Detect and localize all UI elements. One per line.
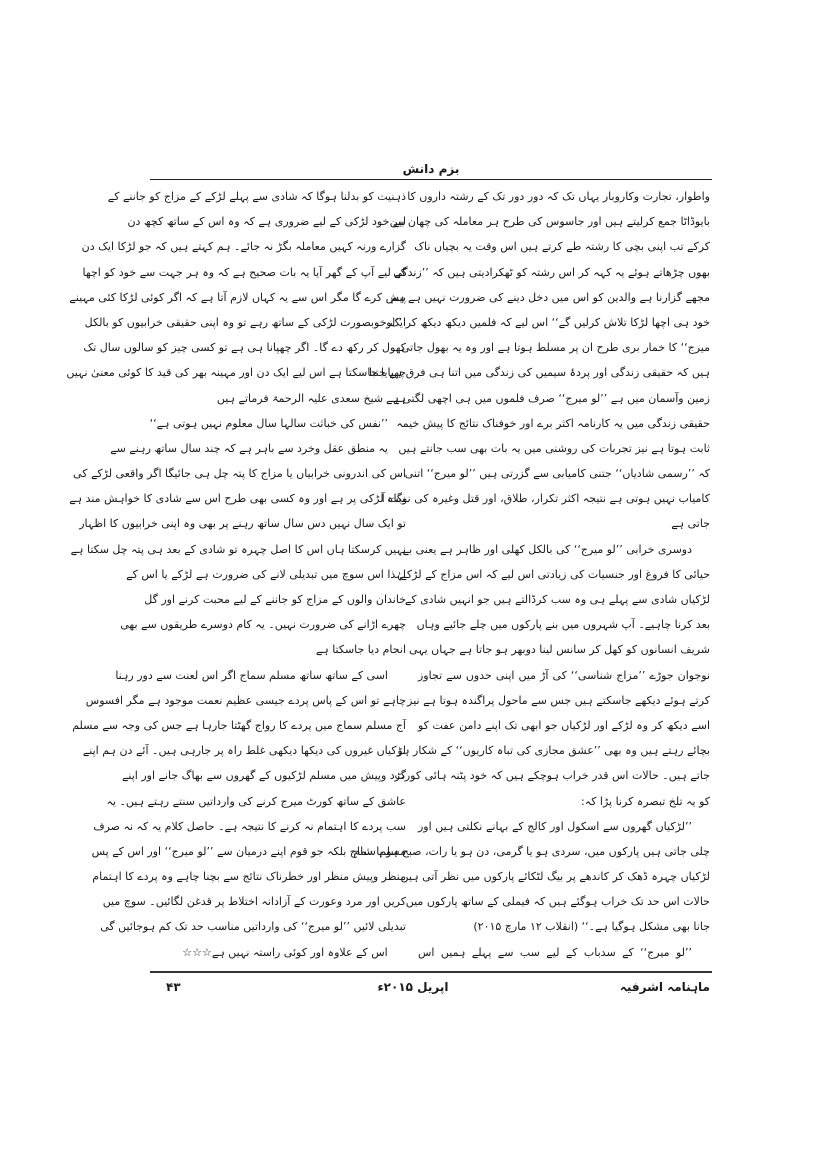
text-line: ہے۔ شیخ سعدی علیہ الرحمۃ فرماتے ہیں: [216, 391, 406, 405]
text-line: گرد وپیش میں مسلم لڑکیوں کے گھروں سے بھاگ جانے اور اپنے: [121, 769, 406, 783]
text-line: تو ایک سال نہیں دس سال ساتھ رہنے پر بھی وہ اپنی خرابیوں کا اظہار: [79, 517, 406, 531]
text-line: کو یہ تلخ تبصرہ کرنا پڑا کہ:: [581, 794, 710, 808]
text-line: اسے دیکھ کر وہ لڑکے اور لڑکیاں جو ابھی تک اپنے دامن عفت کو: [418, 718, 710, 732]
text-line: کریں اور مرد وعورت کے آزادانہ اختلاط پر قدغن لگائیں۔ سوچ میں: [102, 895, 406, 909]
text-line: بھوں چڑھاتے ہوئے یہ کہہ کر اس رشتہ کو ٹھکرادیتی ہیں کہ ’’زندگی: [393, 265, 710, 279]
text-line: مجھے گزارنا ہے والدین کو اس میں دخل دینے کی ضرورت نہیں ہے ہم: [390, 290, 710, 304]
text-line: اسی کے ساتھ ساتھ مسلم سماج اگر اس لعنت سے دور رہنا: [115, 668, 388, 682]
text-line: لڑکیاں غیروں کی دیکھا دیکھی غلط راہ پر جارہی ہیں۔ آئے دن ہم اپنے: [82, 744, 406, 758]
text-line: شریف انسانوں کو کھل کر سانس لینا دوبھر ہو جاتا ہے جہاں یہی: [408, 643, 710, 657]
text-line: نوجوان جوڑے ’’مزاج شناسی‘‘ کی آڑ میں اپنی حدوں سے تجاوز: [418, 668, 710, 682]
text-line: لیے خود لڑکی کے لیے ضروری ہے کہ وہ اس کے ساتھ کچھ دن: [127, 215, 406, 229]
text-line: ’’لڑکیاں گھروں سے اسکول اور کالج کے بہانے نکلتی ہیں اور: [418, 819, 692, 833]
text-line: کہ ’’رسمی شادیاں‘‘ جتنی کامیابی سے گزرتی ہیں ’’لو میرج‘‘ اتنی: [404, 467, 710, 481]
text-line: جاتے ہیں۔ حالات اس قدر خراب ہوچکے ہیں کہ خود پٹنہ ہائی کورٹ: [394, 769, 710, 783]
text-line: آج مسلم سماج میں پردے کا رواج گھٹتا جارہا ہے جس کی وجہ سے مسلم: [72, 718, 406, 732]
text-line: اس کے علاوہ اور کوئی راستہ نہیں ہے☆☆☆: [182, 945, 388, 959]
text-line: ذہنیت کو بدلنا ہوگا کہ شادی سے پہلے لڑکے کے مزاج کو جاننے کے: [107, 190, 406, 203]
text-line: خاندان والوں کے مزاج کو جاننے کے لیے محبت کرنے اور گل: [144, 593, 406, 606]
text-line: چلی جاتی ہیں پارکوں میں، سردی ہو یا گرمی، دن ہو یا رات، صبح ہو یا شام: [353, 844, 710, 858]
text-line: انجام دیا جاسکتا ہے: [315, 643, 406, 657]
text-line: نگاہ لڑکی پر ہے اور وہ کسی بھی طرح اس سے شادی کا خواہش مند ہے: [69, 492, 406, 506]
text-line: تبدیلی لائیں ’’لو میرج‘‘ کی وارداتیں مناسب حد تک کم ہوجائیں گی: [100, 920, 406, 934]
text-line: ثابت ہوتا ہے نیز تجربات کی روشنی میں یہ بات بھی سب جانتے ہیں: [398, 441, 710, 455]
text-line: کے لیے آپ کے گھر آیا یہ بات صحیح ہے کہ وہ ہر جہت سے خود کو اچھا: [82, 265, 406, 279]
text-line: اس کی اندرونی خرابیاں یا مزاج کا پتہ چل ہی جائیگا اگر واقعی لڑکے کی: [73, 467, 406, 481]
footer-divider: [150, 971, 712, 973]
text-line: لڑکیاں چہرہ ڈھک کر کاندھے پر بیگ لٹکائے پارکوں میں نظر آتی ہیں: [400, 870, 710, 884]
text-line: کرتے ہوئے دیکھے جاسکتے ہیں جس سے ماحول پراگندہ ہوتا ہے نیز: [407, 693, 710, 707]
text-line: چھرے اڑانے کی ضرورت نہیں۔ یہ کام دوسرے طریقوں سے بھی: [120, 618, 406, 632]
text-line: حالات اس حد تک خراب ہوگئے ہیں کہ فیملی کے ساتھ پارکوں میں: [405, 895, 710, 909]
text-line: بعد کرنا چاہیے۔ آپ شہروں میں بنے پارکوں میں چلے جائیے وہاں: [416, 618, 710, 632]
text-line: جاتی ہے: [671, 517, 710, 531]
text-line: منظر وپیش منظر اور خطرناک نتائج سے بچنا چاہے وہ پردے کا اہتمام: [92, 870, 406, 884]
left-column: [66, 184, 406, 965]
text-line: ہیں کہ حقیقی زندگی اور پردۂ سیمیں کی زندگی میں اتنا ہی فرق ہے جتنا: [369, 366, 710, 380]
text-line: واطوار، تجارت وکاروبار یہاں تک کہ دور دور تک کے رشتہ داروں کا: [407, 190, 710, 203]
text-line: بچائے رہتے ہیں وہ بھی ’’عشق مجازی کی تباہ کاریوں‘‘ کے شکار ہو: [397, 744, 710, 758]
text-line: جانا بھی مشکل ہوگیا ہے۔‘‘ (انقلاب ۱۲ مارچ ۲۰۱۵): [473, 920, 710, 934]
text-line: سب پردے کا اہتمام نہ کرنے کا نتیجہ ہے۔ حاصل کلام یہ کہ نہ صرف: [93, 819, 406, 833]
text-line: پیش کرے گا مگر اس سے یہ کہاں لازم آتا ہے کہ اگر کوئی لڑکا کئی مہینے: [69, 290, 406, 304]
text-line: کرکے تب اپنی بچی کا رشتہ طے کرتے ہیں اس وقت یہ بچیاں ناک: [414, 240, 710, 254]
text-line: لہٰذا اس سوچ میں تبدیلی لانے کی ضرورت ہے لڑکے یا اس کے: [126, 567, 406, 581]
text-line: خود ہی اچھا لڑکا تلاش کرلیں گے‘‘ اس لیے کہ فلمیں دیکھ دیکھ کر ’’لو: [386, 315, 710, 329]
text-line: حیائی کا فروغ اور جنسیات کی زیادتی اس لیے کہ اس مزاج کے لڑکے: [400, 567, 710, 581]
text-line: میرج‘‘ کا خمار بری طرح ان پر مسلط ہوتا ہے اور وہ یہ بھول جاتی: [400, 341, 710, 355]
text-line: مسلم سماج بلکہ جو قوم اپنے درمیان سے ’’لو میرج‘‘ اور اس کے پس: [91, 844, 406, 858]
text-line: کھول کر رکھ دے گا۔ اگر چھپانا ہی ہے تو کسی چیز کو سالوں سال تک: [83, 341, 406, 355]
page-number: ۴۳: [166, 980, 181, 994]
issue-date: اپریل ۲۰۱۵ء: [377, 980, 449, 994]
text-line: ایک خوبصورت لڑکی کے ساتھ رہے تو وہ اپنی حقیقی خرابیوں کو بالکل: [84, 315, 406, 329]
text-line: ’’لو میرج‘‘ کے سدباب کے لیے سب سے پہلے ہمیں اس: [418, 945, 692, 959]
text-line: گزارے ورنہ کہیں معاملہ بگڑ نہ جائے۔ ہم کہتے ہیں کہ جو لڑکا ایک دن: [81, 240, 406, 254]
text-line: زمین وآسمان میں ہے ’’لو میرج‘‘ صرف فلموں میں ہی اچھی لگتی ہے: [385, 391, 710, 405]
text-line: لڑکیاں شادی سے پہلے ہی وہ سب کرڈالتے ہیں جو انہیں شادی کے: [404, 593, 710, 606]
text-line: یہ منطق عقل وخرد سے باہر ہے کہ چند سال ساتھ رہنے سے: [110, 441, 388, 455]
text-line: عاشق کے ساتھ کورٹ میرج کرنے کی وارداتیں سنتے رہتے ہیں۔ یہ: [106, 794, 406, 808]
text-line: دوسری خرابی ’’لو میرج‘‘ کی بالکل کھلی اور ظاہر ہے یعنی بے: [402, 542, 692, 556]
text-line: نہیں کرسکتا ہاں اس کا اصل چہرہ تو شادی کے بعد ہی پتہ چل سکتا ہے: [70, 542, 406, 556]
section-title: بزم دانش: [402, 162, 460, 176]
text-line: چاہے تو اس کے پاس پردے جیسی عظیم نعمت موجود ہے مگر افسوس: [85, 693, 406, 707]
header-divider: [150, 179, 712, 180]
text-line: کامیاب نہیں ہوتی ہے نتیجہ اکثر تکرار، طلاق، اور قتل وغیرہ کی نوبت آ: [381, 492, 710, 506]
text-line: چھپایا جاسکتا ہے اس لیے ایک دن اور مہینہ بھر کی قید کا کوئی معنیٰ نہیں: [66, 366, 406, 380]
text-line: حقیقی زندگی میں یہ کارنامہ اکثر برے اور خوفناک نتائج کا پیش خیمہ: [396, 416, 710, 430]
text-line: ’’نفس کی خباثت سالہا سال معلوم نہیں ہوتی ہے‘‘: [149, 416, 388, 430]
text-line: بایوڈاٹا جمع کرلیتے ہیں اور جاسوس کی طرح ہر معاملہ کی چھان بین: [389, 215, 710, 229]
magazine-name: ماہنامہ اشرفیہ: [619, 980, 710, 994]
